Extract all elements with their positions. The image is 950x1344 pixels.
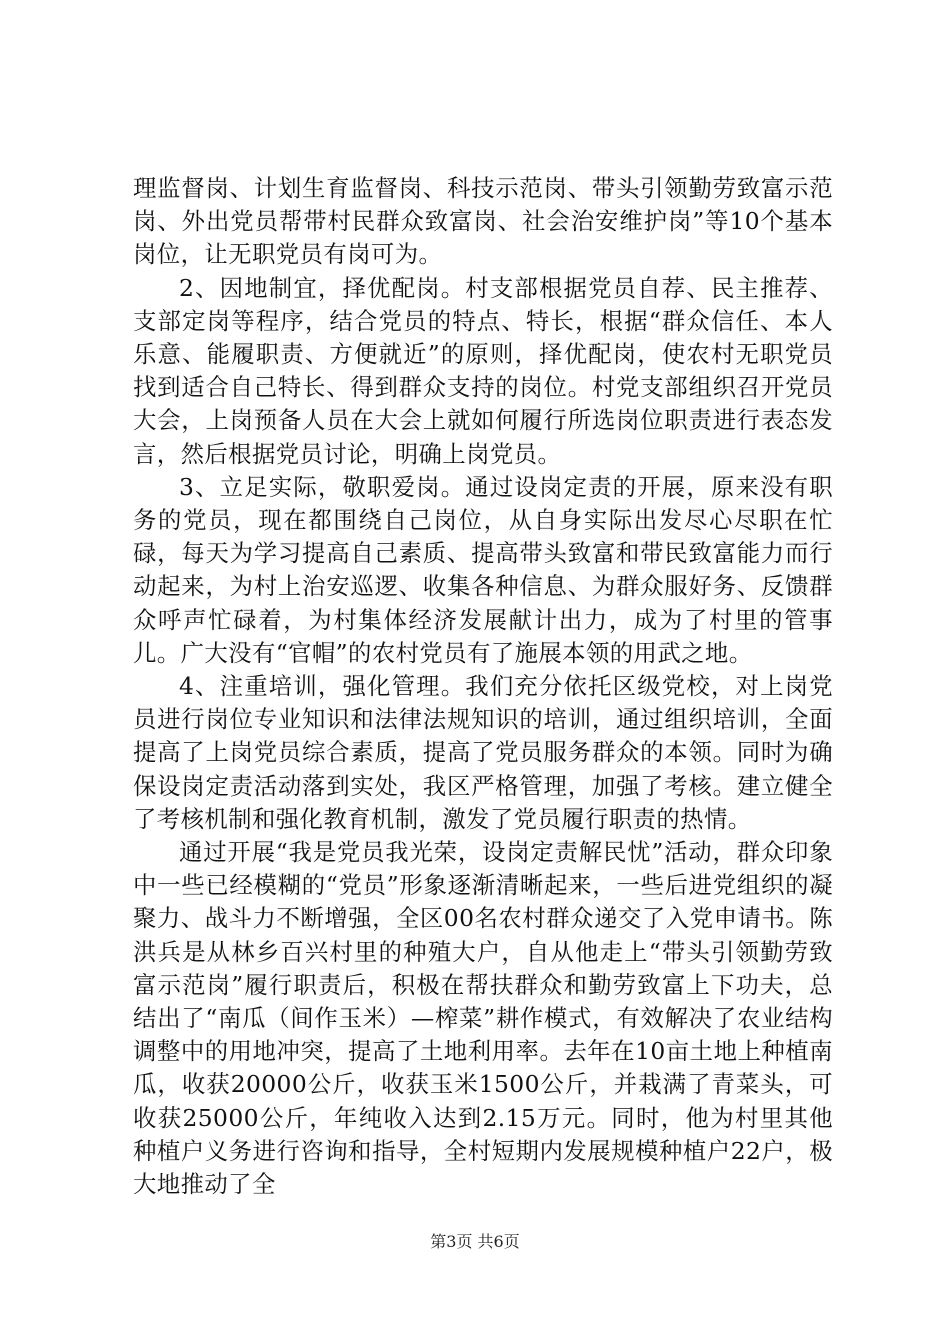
paragraph-2: 2、因地制宜，择优配岗。村支部根据党员自荐、民主推荐、支部定岗等程序，结合党员的特点、特长，根据“群众信任、本人乐意、能履职责、方便就近”的原则，择优配岗，使农村无职党员找到适合自己特长、得到群众支持的岗位。村党支部组织召开党员大会，上岗预备人员在大会上就如何履行所选岗位职责进行表态发言，然后根据党员讨论，明确上岗党员。 (133, 273, 833, 468)
paragraph-continuation: 理监督岗、计划生育监督岗、科技示范岗、带头引领勤劳致富示范岗、外出党员帮带村民群众致富岗、社会治安维护岗”等10个基本岗位，让无职党员有岗可为。 (133, 174, 833, 269)
page-footer: 第3页 共6页 (430, 1232, 520, 1251)
paragraph-4: 4、注重培训，强化管理。我们充分依托区级党校，对上岗党员进行岗位专业知识和法律法规知识的培训，通过组织培训，全面提高了上岗党员综合素质，提高了党员服务群众的本领。同时为确保设岗定责活动落到实处，我区严格管理，加强了考核。建立健全了考核机制和强化教育机制，激发了党员履行职责的热情。 (133, 672, 833, 833)
body-text (133, 172, 833, 1201)
paragraph-3: 3、立足实际，敬职爱岗。通过设岗定责的开展，原来没有职务的党员，现在都围绕自己岗位，从自身实际出发尽心尽职在忙碌，每天为学习提高自己素质、提高带头致富和带民致富能力而行动起来，为村上治安巡逻、收集各种信息、为群众服好务、反馈群众呼声忙碌着，为村集体经济发展献计出力，成为了村里的管事儿。广大没有“官帽”的农村党员有了施展本领的用武之地。 (133, 472, 833, 667)
paragraph-5: 通过开展“我是党员我光荣，设岗定责解民忧”活动，群众印象中一些已经模糊的“党员”形象逐渐清晰起来，一些后进党组织的凝聚力、战斗力不断增强，全区00名农村群众递交了入党申请书。陈洪兵是从林乡百兴村里的种殖大户，自从他走上“带头引领勤劳致富示范岗”履行职责后，积极在帮扶群众和勤劳致富上下功夫，总结出了“南瓜（间作玉米）—榨菜”耕作模式，有效解决了农业结构调整中的用地冲突，提高了土地利用率。去年在10亩土地上种植南瓜，收获20000公斤，收获玉米1500公斤，并栽满了青菜头，可收获25000公斤，年纯收入达到2.15万元。同时，他为村里其他种植户义务进行咨询和指导，全村短期内发展规模种植户22户，极大地推动了全 (133, 838, 833, 1199)
